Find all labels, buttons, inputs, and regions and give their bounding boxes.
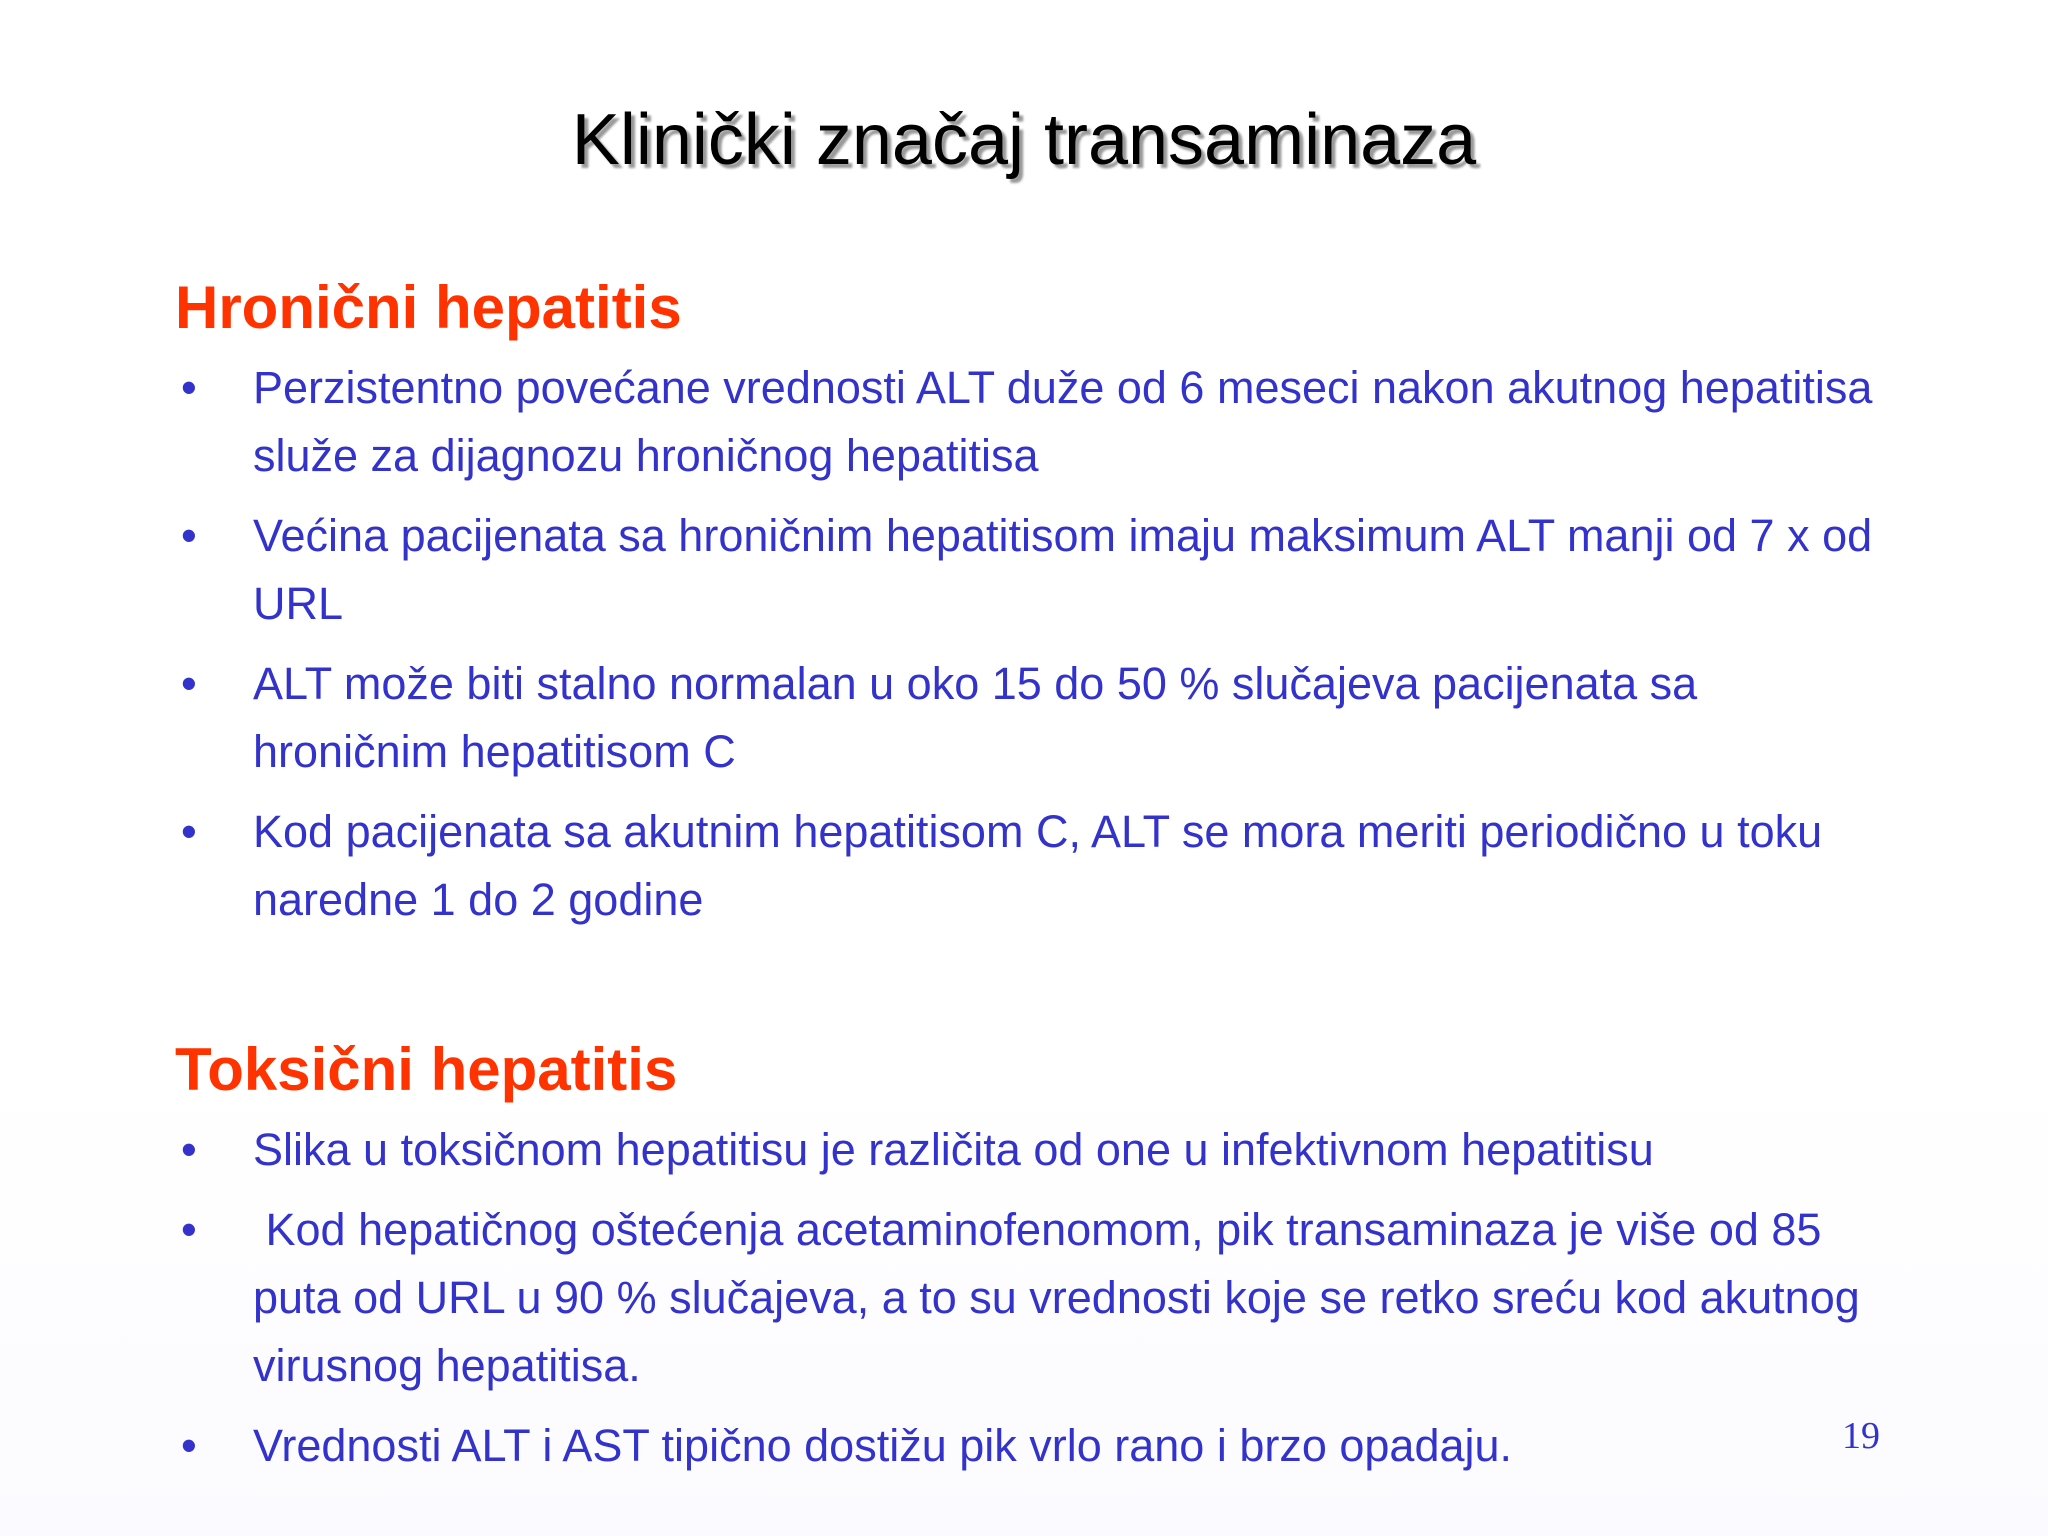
section-chronic-hepatitis — [175, 268, 1895, 946]
section-heading: Hronični hepatitis — [175, 274, 682, 341]
bullet-list — [175, 1116, 1895, 1480]
bullet-list — [175, 354, 1895, 934]
list-item — [175, 1196, 1895, 1400]
list-item — [175, 354, 1895, 490]
slide-title: Klinički značaj transaminaza — [571, 100, 1477, 180]
bullet-icon: • — [181, 362, 197, 413]
list-item — [175, 798, 1895, 934]
list-item-text: Perzistentno povećane vrednosti ALT duže od 6 meseci nakon akutnog hepatitisa služe za dijagnozu hroničnog hepatitisa — [253, 362, 1873, 481]
list-item — [175, 1412, 1895, 1480]
list-item — [175, 1116, 1895, 1184]
bullet-icon: • — [181, 806, 197, 857]
list-item — [175, 650, 1895, 786]
list-item — [175, 502, 1895, 638]
list-item-text: Kod pacijenata sa akutnim hepatitisom C, ALT se mora meriti periodično u toku naredne 1 do 2 godine — [253, 806, 1823, 925]
bullet-icon: • — [181, 1124, 197, 1175]
bullet-icon: • — [181, 1420, 197, 1471]
bullet-icon: • — [181, 510, 197, 561]
list-item-text: Slika u toksičnom hepatitisu je različita od one u infektivnom hepatitisu — [253, 1124, 1654, 1175]
section-heading: Toksični hepatitis — [175, 1036, 678, 1103]
page-number: 19 — [1842, 1415, 1880, 1457]
bullet-icon: • — [181, 1204, 197, 1255]
list-item-text: Većina pacijenata sa hroničnim hepatitisom imaju maksimum ALT manji od 7 x od URL — [253, 510, 1873, 629]
bullet-icon: • — [181, 658, 197, 709]
list-item-text: Kod hepatičnog oštećenja acetaminofenomom, pik transaminaza je više od 85 puta od URL u 90 % slučajeva, a to su vrednosti koje se retko sreću kod akutnog virusnog hepatitisa. — [253, 1204, 1873, 1391]
list-item-text: ALT može biti stalno normalan u oko 15 do 50 % slučajeva pacijenata sa hroničnim hepatitisom C — [253, 658, 1698, 777]
list-item-text: Vrednosti ALT i AST tipično dostižu pik vrlo rano i brzo opadaju. — [253, 1420, 1513, 1471]
section-toxic-hepatitis — [175, 1030, 1895, 1492]
